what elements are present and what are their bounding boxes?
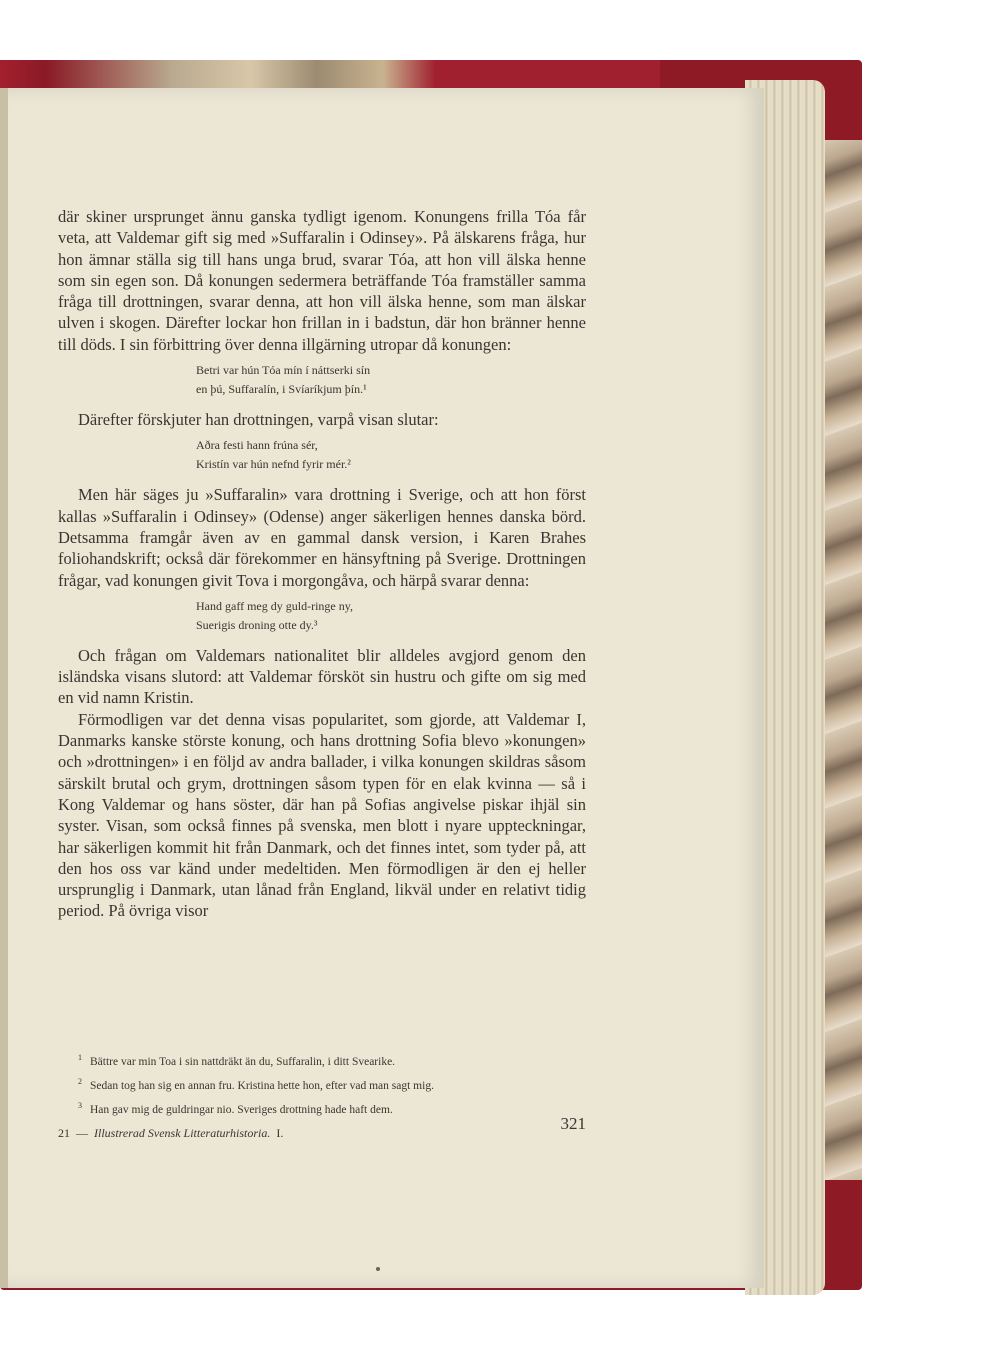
paper-spot — [376, 1267, 380, 1271]
verse-2 — [196, 436, 586, 474]
footnote-text: Sedan tog han sig en annan fru. Kristina hette hon, efter vad man sagt mig. — [90, 1079, 434, 1092]
footnote — [78, 1048, 588, 1072]
paragraph-2: Därefter förskjuter han drottningen, varpå visan slutar: — [78, 410, 439, 430]
verse-line: Hand gaff meg dy guld-ringe ny, — [196, 598, 353, 613]
verse-line: Aðra festi hann frúna sér, — [196, 438, 318, 453]
signature-line — [58, 1126, 283, 1141]
paragraph-4: Och frågan om Valdemars nationalitet blir alldeles avgjord genom den isländska visans slutord: att Valdemar försköt sin hustru och gifte om sig med en vid namn Kristin. — [58, 645, 586, 708]
footnote — [78, 1096, 588, 1120]
marbled-edge — [820, 140, 862, 1180]
verse-line: Betri var hún Tóa mín í náttserki sín — [196, 363, 371, 378]
volume-number: I. — [276, 1126, 284, 1140]
footnotes — [78, 1048, 588, 1119]
signature-dash: — — [76, 1126, 88, 1140]
verse-3 — [196, 597, 586, 635]
paragraph-3: Men här säges ju »Suffaralin» vara drottning i Sverige, och att hon först kallas »Suffaralin i Odinsey» (Odense) anger säkerligen hennes danska börd. Detsamma framgår även av en gammal dansk version, i Karen Brahes foliohandskrift; också där förekommer en hänsyftning på Sverige. Drottningen frågar, vad konungen givit Tova i morgongåva, och härpå svarar denna: — [58, 485, 586, 590]
footnote-number: 1 — [78, 1053, 82, 1062]
footnote-number: 2 — [78, 1076, 82, 1086]
footnote-text: Han gav mig de guldringar nio. Sveriges drottning hade haft dem. — [90, 1103, 393, 1116]
verse-line: en þú, Suffaralín, i Svíaríkjum þín.¹ — [196, 382, 367, 397]
book-title: Illustrerad Svensk Litteraturhistoria. — [94, 1126, 271, 1140]
footnote-number: 3 — [78, 1100, 82, 1110]
footnote — [78, 1072, 588, 1096]
verse-1 — [196, 361, 586, 399]
paragraph-1: där skiner ursprunget ännu ganska tydligt igenom. Konungens frilla Tóa får veta, att Valdemar gift sig med »Suffaralin i Odinsey». På älskarens fråga, hur hon ämnar ställa sig till hans unga brud, svarar Tóa, att hon vill älska henne som sin egen son. Då konungen sedermera beträffande Tóa framställer samma fråga till drottningen, svarar denna, att hon vill älska henne, som man älskar ulven i skogen. Därefter lockar hon frillan in i badstun, där hon bränner henne till döds. I sin förbittring över denna illgärning utropar då konungen: — [58, 207, 586, 354]
footnote-text: Bättre var min Toa i sin nattdräkt än du, Suffaralin, i ditt Svearike. — [90, 1055, 396, 1068]
page-gutter — [0, 88, 8, 1288]
verse-line: Suerigis droning otte dy.³ — [196, 617, 318, 632]
page-number: 321 — [560, 1114, 586, 1133]
main-text — [58, 206, 586, 922]
paragraph-5: Förmodligen var det denna visas popularitet, som gjorde, att Valdemar I, Danmarks kanske störste konung, och hans drottning Sofia blevo »konungen» och »drottningen» i en följd av andra ballader, i vilka konungen skildras såsom särskilt brutal och grym, drottningen såsom typen för en elak kvinna — så i Kong Valdemar og hans söster, där han på Sofias angivelse piskar ihjäl sin syster. Visan, som också finnes på svenska, men blott i nyare uppteckningar, har säkerligen kommit hit från Danmark, och det finnes intet, som tyder på, att den hos oss var känd under medeltiden. Men förmodligen är den ej heller ursprunglig i Danmark, utan lånad från England, likväl under en relativt tidig period. På övriga visor — [58, 709, 586, 921]
verse-line: Kristín var hún nefnd fyrir mér.² — [196, 457, 351, 472]
signature-mark: 21 — [58, 1126, 70, 1140]
